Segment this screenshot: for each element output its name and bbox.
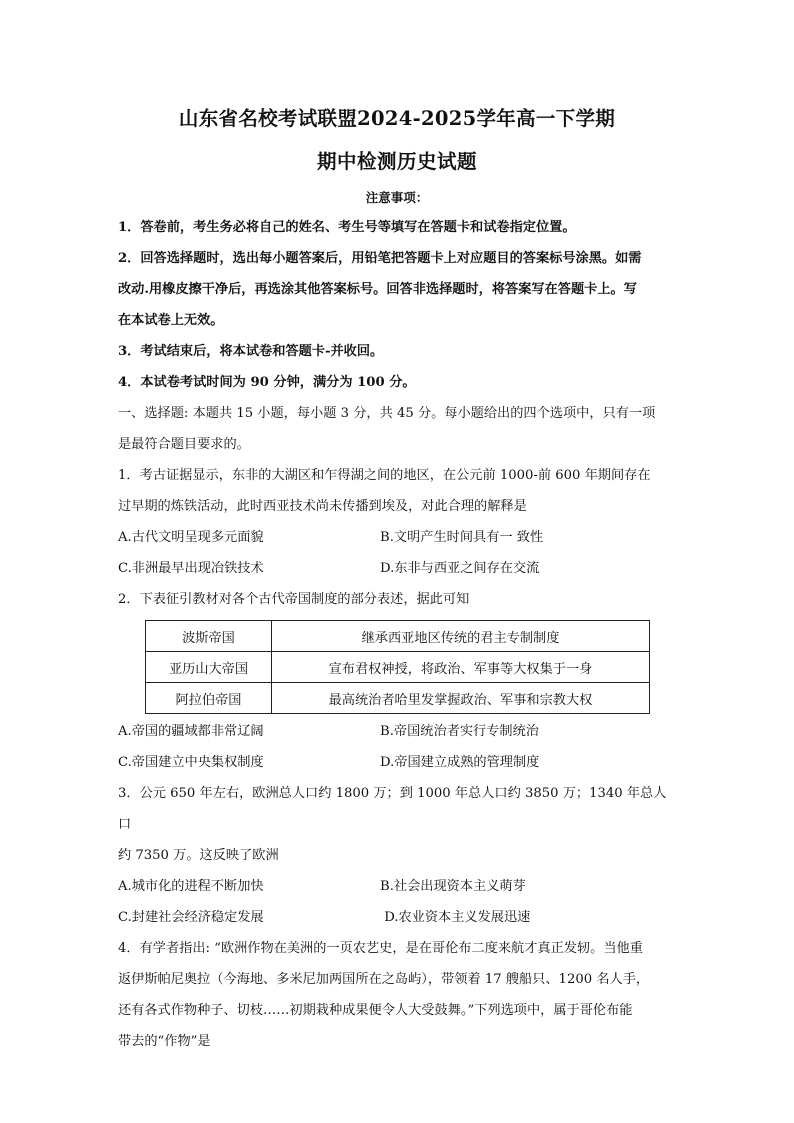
- option-c[interactable]: C.非洲最早出现冶铁技术: [118, 561, 264, 576]
- table-cell: 亚历山大帝国: [146, 652, 272, 683]
- option-c[interactable]: C.封建社会经济稳定发展: [118, 910, 264, 925]
- options-row: [118, 747, 676, 778]
- question-stem: 2．下表征引教材对各个古代帝国制度的部分表述，据此可知: [118, 592, 470, 607]
- question-stem: 3．公元 650 年左右，欧洲总人口约 1800 万；到 1000 年总人口约 3850 万；1340 年总人口: [118, 786, 667, 832]
- table-row: [146, 621, 650, 652]
- table-cell: 宣布君权神授，将政治、军事等大权集于一身: [272, 652, 650, 683]
- notice-heading: 注意事项：: [365, 190, 429, 205]
- question-stem: 返伊斯帕尼奥拉（今海地、多米尼加两国所在之岛屿），带领着 17 艘船只、1200 名人手，: [118, 972, 650, 987]
- exam-title-line1: 山东省名校考试联盟2024-2025学年高一下学期: [178, 107, 616, 130]
- option-a[interactable]: A.古代文明呈现多元面貌: [118, 530, 264, 545]
- notice-item: 改动.用橡皮擦干净后，再选涂其他答案标号。回答非选择题时，将答案写在答题卡上。写: [118, 282, 637, 297]
- table-row: [146, 683, 650, 714]
- options-row: [118, 902, 676, 933]
- question-stem: 约 7350 万。这反映了欧洲: [118, 848, 279, 863]
- option-d[interactable]: D.东非与西亚之间存在交流: [380, 561, 540, 576]
- option-b[interactable]: B.社会出现资本主义萌芽: [380, 879, 526, 894]
- option-d[interactable]: D.农业资本主义发展迅速: [380, 910, 531, 925]
- question-stem: 还有各式作物种子、切枝……初期栽种成果便令人大受鼓舞。”下列选项中，属于哥伦布能: [118, 1003, 633, 1018]
- question-stem: 过早期的炼铁活动，此时西亚技术尚未传播到埃及，对此合理的解释是: [118, 499, 527, 514]
- option-a[interactable]: A.帝国的疆域都非常辽阔: [118, 724, 264, 739]
- table-cell: 最高统治者哈里发掌握政治、军事和宗教大权: [272, 683, 650, 714]
- section-instruction: 是最符合题目要求的。: [118, 437, 250, 452]
- table-cell: 继承西亚地区传统的君主专制制度: [272, 621, 650, 652]
- notice-item: 2．回答选择题时，选出每小题答案后，用铅笔把答题卡上对应题目的答案标号涂黑。如需: [118, 251, 642, 266]
- exam-title-line2: 期中检测历史试题: [316, 150, 477, 173]
- notice-item: 4．本试卷考试时间为 90 分钟，满分为 100 分。: [118, 375, 416, 390]
- notice-item: 1．答卷前，考生务必将自己的姓名、考生号等填写在答题卡和试卷指定位置。: [118, 220, 576, 235]
- options-row: [118, 522, 676, 553]
- exam-body: [118, 212, 676, 1057]
- option-d[interactable]: D.帝国建立成熟的管理制度: [380, 755, 540, 770]
- notice-list: [118, 212, 676, 398]
- question-4: [118, 933, 676, 1057]
- question-stem: 带去的“作物”是: [118, 1034, 211, 1049]
- option-b[interactable]: B.帝国统治者实行专制统治: [380, 724, 539, 739]
- table-cell: 阿拉伯帝国: [146, 683, 272, 714]
- options-row: [118, 871, 676, 902]
- options-row: [118, 553, 676, 584]
- question-3: [118, 778, 676, 933]
- question-stem: 1．考古证据显示，东非的大湖区和乍得湖之间的地区，在公元前 1000-前 600 年期间存在: [118, 468, 651, 483]
- question-1: [118, 460, 676, 584]
- notice-item: 在本试卷上无效。: [118, 313, 224, 328]
- question-2: [118, 584, 676, 778]
- option-a[interactable]: A.城市化的进程不断加快: [118, 879, 264, 894]
- question-stem: 4．有学者指出: “欧洲作物在美洲的一页农艺史，是在哥伦布二度来航才真正发轫。当他重: [118, 941, 643, 956]
- options-row: [118, 716, 676, 747]
- table-cell: 波斯帝国: [146, 621, 272, 652]
- notice-item: 3．考试结束后，将本试卷和答题卡-并收回。: [118, 344, 384, 359]
- section-instruction: 一、选择题: 本题共 15 小题，每小题 3 分，共 45 分。每小题给出的四个选项中，只有一项: [118, 406, 656, 421]
- table-row: [146, 652, 650, 683]
- empire-table: [145, 620, 650, 714]
- option-c[interactable]: C.帝国建立中央集权制度: [118, 755, 264, 770]
- option-b[interactable]: B.文明产生时间具有一 致性: [380, 530, 544, 545]
